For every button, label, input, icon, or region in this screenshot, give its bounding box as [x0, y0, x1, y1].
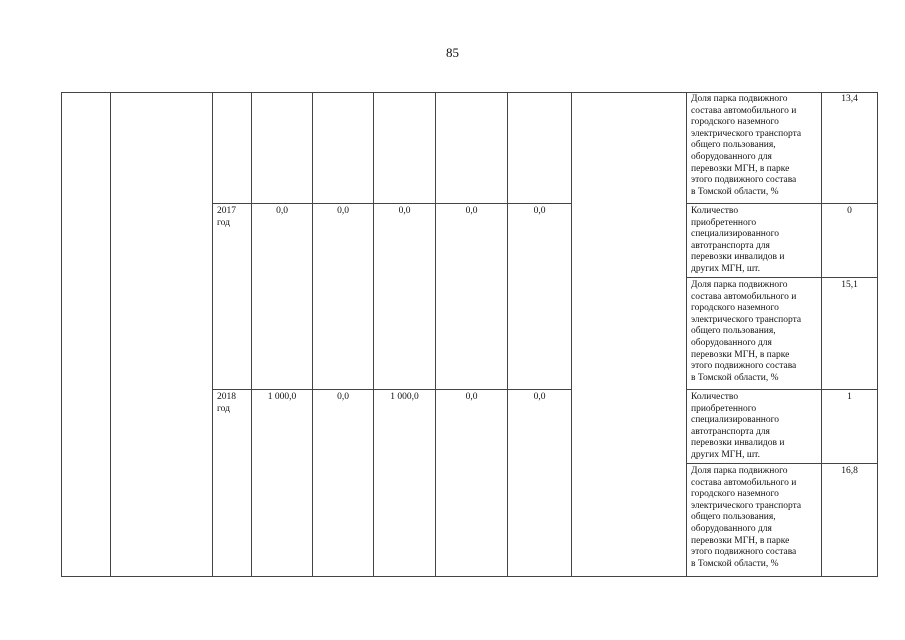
- column-divider: [571, 92, 572, 577]
- indicator-name: Доля парка подвижного состава автомобильного и городского наземного электрического транспорта общего пользования, оборудованного для перевозки МГН, в парке этого подвижного состава в Томской области, %: [691, 280, 802, 383]
- indicator-value: 15,1: [841, 280, 858, 290]
- amount-cell: 1 000,0: [390, 392, 419, 402]
- indicator-name: Количество приобретенного специализированного автотранспорта для перевозки инвалидов и других МГН, шт.: [691, 392, 785, 460]
- indicator-value: 13,4: [841, 94, 858, 104]
- amount-cell: 0,0: [465, 206, 478, 216]
- indicator-name: Количество приобретенного специализированного автотранспорта для перевозки инвалидов и других МГН, шт.: [691, 206, 785, 274]
- column-divider: [212, 92, 213, 577]
- row-divider: [686, 203, 878, 204]
- year-cell: 2018 год: [217, 392, 236, 414]
- column-divider: [251, 92, 252, 577]
- indicator-value: 16,8: [841, 466, 858, 476]
- indicator-name: Доля парка подвижного состава автомобильного и городского наземного электрического транспорта общего пользования, оборудованного для перевозки МГН, в парке этого подвижного состава в Томской области, %: [691, 466, 802, 569]
- table-border-left: [61, 92, 62, 577]
- column-divider: [110, 92, 111, 577]
- column-divider: [312, 92, 313, 577]
- amount-cell: 0,0: [276, 206, 288, 216]
- amount-cell: 0,0: [533, 206, 546, 216]
- page-number: 85: [446, 45, 459, 60]
- row-divider: [212, 203, 572, 204]
- column-divider: [435, 92, 436, 577]
- amount-cell: 0,0: [533, 392, 546, 402]
- row-divider: [686, 277, 878, 278]
- column-divider: [373, 92, 374, 577]
- table-border-right: [877, 92, 878, 577]
- table-border-top: [61, 92, 878, 93]
- table-border-bottom: [61, 576, 878, 577]
- amount-cell: 0,0: [465, 392, 478, 402]
- column-divider: [821, 92, 822, 577]
- indicator-value: 0: [847, 206, 852, 216]
- amount-cell: 0,0: [337, 392, 349, 402]
- column-divider: [507, 92, 508, 577]
- row-divider: [686, 463, 878, 464]
- amount-cell: 0,0: [337, 206, 349, 216]
- indicator-name: Доля парка подвижного состава автомобильного и городского наземного электрического транспорта общего пользования, оборудованного для перевозки МГН, в парке этого подвижного состава в Томской области, %: [691, 94, 802, 197]
- indicator-value: 1: [847, 392, 852, 402]
- row-divider: [212, 389, 572, 390]
- row-divider: [686, 389, 878, 390]
- amount-cell: 0,0: [398, 206, 411, 216]
- amount-cell: 1 000,0: [267, 392, 297, 402]
- column-divider: [686, 92, 687, 577]
- year-cell: 2017 год: [217, 206, 236, 228]
